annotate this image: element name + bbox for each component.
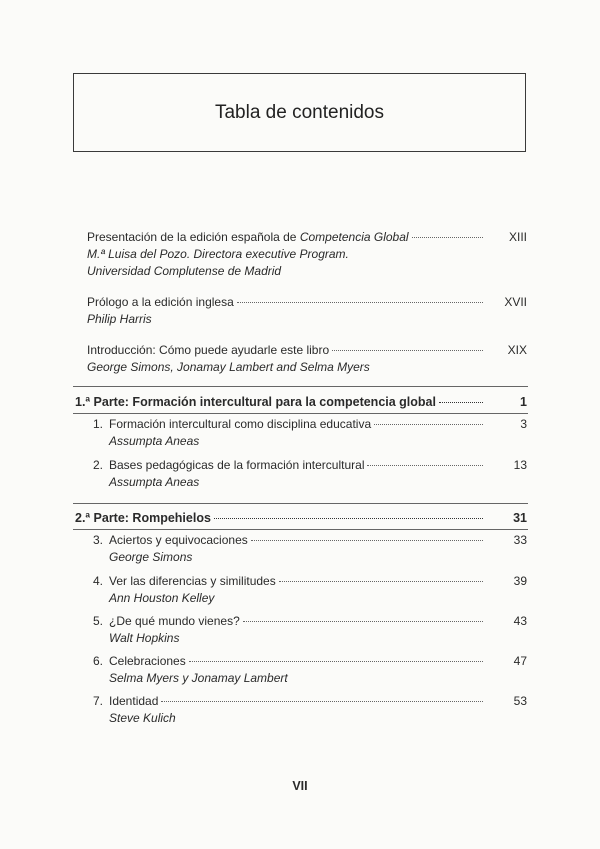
dot-leader (279, 581, 483, 582)
toc-chapter-3[interactable] (88, 532, 527, 566)
page-number: 39 (513, 574, 527, 588)
chapter-author: Assumpta Aneas (109, 475, 200, 489)
chapter-author: George Simons (109, 550, 193, 564)
chapter-title: Aciertos y equivocaciones (109, 533, 248, 547)
dot-leader (243, 621, 483, 622)
entry-author: M.ª Luisa del Pozo. Directora executive Program. (87, 247, 349, 261)
title-box (73, 73, 526, 152)
dot-leader (214, 518, 483, 519)
toc-chapter-7[interactable] (88, 693, 527, 727)
chapter-title: Formación intercultural como disciplina educativa (109, 417, 372, 431)
page-number: 47 (513, 654, 527, 668)
toc-chapter-4[interactable] (88, 573, 527, 607)
part-title: 2.ª Parte: Rompehielos (75, 511, 211, 525)
toc-chapter-1[interactable] (88, 416, 527, 450)
page-number: 33 (513, 533, 527, 547)
dot-leader (367, 465, 483, 466)
chapter-author: Ann Houston Kelley (109, 591, 215, 605)
page-number: 43 (513, 614, 527, 628)
page-number: 53 (513, 694, 527, 708)
chapter-title: ¿De qué mundo vienes? (109, 614, 240, 628)
dot-leader (189, 661, 483, 662)
page-number: 3 (520, 417, 527, 431)
dot-leader (237, 302, 483, 303)
chapter-number: 2. (92, 458, 103, 472)
entry-title: Introducción: Cómo puede ayudarle este libro (87, 343, 330, 357)
page-number: 1 (520, 395, 527, 409)
dot-leader (161, 701, 483, 702)
folio-page-number: VII (292, 779, 308, 793)
toc-entry-presentacion[interactable] (87, 229, 527, 280)
entry-author-affiliation: Universidad Complutense de Madrid (87, 264, 282, 278)
page-number: 31 (513, 511, 527, 525)
dot-leader (439, 402, 483, 403)
toc-entry-introduccion[interactable] (87, 342, 527, 376)
entry-title: Prólogo a la edición inglesa (87, 295, 234, 309)
chapter-number: 6. (92, 654, 103, 668)
chapter-number: 7. (92, 694, 103, 708)
chapter-title: Ver las diferencias y similitudes (109, 574, 276, 588)
page-number: XVII (504, 295, 527, 309)
chapter-author: Walt Hopkins (109, 631, 180, 645)
dot-leader (412, 237, 483, 238)
page-title: Tabla de contenidos (214, 101, 384, 123)
toc-chapter-5[interactable] (88, 613, 527, 647)
part-divider (73, 413, 528, 414)
toc-chapter-2[interactable] (88, 457, 527, 491)
chapter-title: Bases pedagógicas de la formación intercultural (109, 458, 365, 472)
toc-chapter-6[interactable] (88, 653, 527, 687)
chapter-number: 3. (92, 533, 103, 547)
entry-author: Philip Harris (87, 312, 152, 326)
toc-part-1[interactable] (75, 394, 527, 411)
page-number: XIII (508, 230, 527, 244)
part-divider (73, 503, 528, 504)
page-number: XIX (507, 343, 527, 357)
dot-leader (332, 350, 483, 351)
entry-title: Presentación de la edición española de (87, 230, 300, 244)
chapter-title: Celebraciones (109, 654, 186, 668)
toc-part-2[interactable] (75, 510, 527, 527)
toc-entry-prologo[interactable] (87, 294, 527, 328)
entry-title-emphasis: Competencia Global (299, 230, 409, 244)
dot-leader (374, 424, 483, 425)
page-number: 13 (513, 458, 527, 472)
chapter-number: 1. (92, 417, 103, 431)
chapter-author: Assumpta Aneas (109, 434, 200, 448)
chapter-number: 5. (92, 614, 103, 628)
chapter-author: Steve Kulich (109, 711, 176, 725)
entry-author: George Simons, Jonamay Lambert and Selma Myers (87, 360, 370, 374)
chapter-author: Selma Myers y Jonamay Lambert (109, 671, 288, 685)
chapter-title: Identidad (109, 694, 159, 708)
part-title: 1.ª Parte: Formación intercultural para la competencia global (75, 395, 436, 409)
chapter-number: 4. (92, 574, 103, 588)
part-divider (73, 529, 528, 530)
dot-leader (251, 540, 483, 541)
part-divider (73, 386, 528, 387)
